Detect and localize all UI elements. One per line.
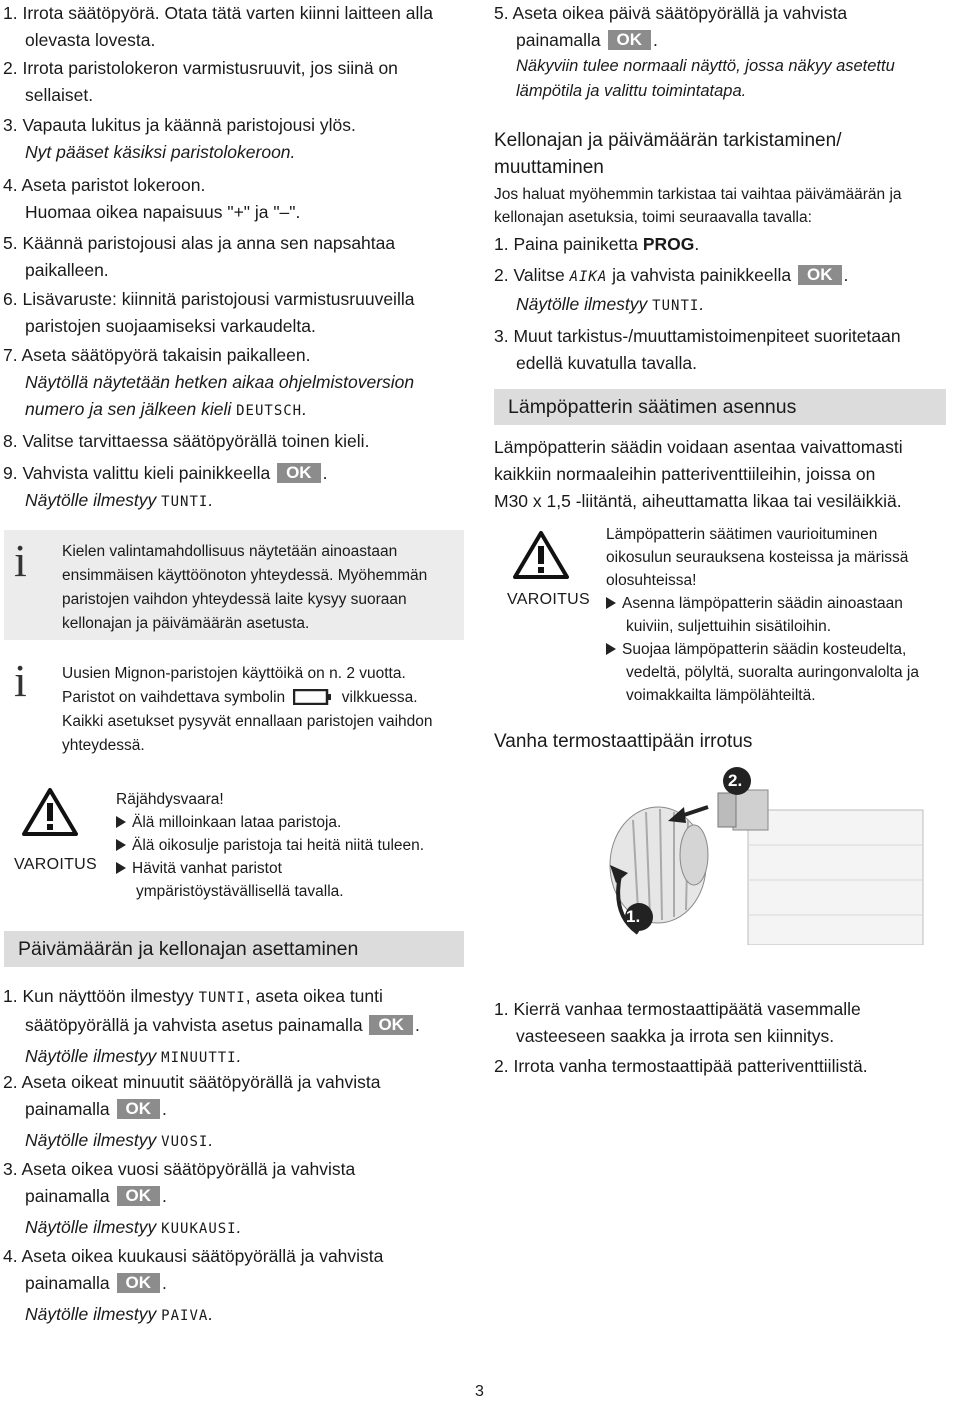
battery-step-7: 7. Aseta säätöpyörä takaisin paikalleen. Näytöllä näytetään hetken aikaa ohjelmistoversion numero ja sen jälkeen kieli DEUTSCH. <box>3 345 415 419</box>
section-heading-install: Lämpöpatterin säätimen asennus <box>494 389 946 425</box>
battery-step-3: 3. Vapauta lukitus ja käännä paristojousi ylös. Nyt pääset käsiksi paristolokeroon. <box>3 115 356 162</box>
old-thermostat-heading: Vanha termostaattipään irrotus <box>494 731 753 752</box>
bullet-arrow-icon <box>116 816 126 828</box>
warning-moisture-text: Lämpöpatterin säätimen vaurioituminen oikosulun seurauksena kosteissa ja märissä olosuhteissa! Asenna lämpöpatterin säädin ainoastaan kuiviin, suljettuihin sisätiloihin. Suojaa lämpöpatterin säädin kosteudelta, vedeltä, pölyltä, suoralta auringonvalolta ja voimakkailta lämpölähteiltä. <box>606 526 919 704</box>
warning-triangle-icon <box>22 787 78 837</box>
prog-button-label: PROG <box>642 234 695 254</box>
ok-button-glyph: OK <box>117 1099 161 1119</box>
battery-step-1: 1. Irrota säätöpyörä. Otata tätä varten kiinni laitteen alla olevasta lovesta. <box>3 3 433 50</box>
lcd-text: MINUUTTI <box>161 1050 237 1066</box>
figure-label-2: 2. <box>728 771 743 790</box>
bullet-arrow-icon <box>606 643 616 655</box>
warning-label: VAROITUS <box>507 591 591 608</box>
date-step-4: 4. Aseta oikea kuukausi säätöpyörällä ja vahvista painamalla OK . Näytölle ilmestyy PAIVA. <box>3 1246 384 1324</box>
clock-heading: Kellonajan ja päivämäärän tarkistaminen/ muuttaminen <box>494 130 842 178</box>
clock-step-2: 2. Valitse AIKA ja vahvista painikkeella OK . Näytölle ilmestyy TUNTI. <box>494 265 849 314</box>
lcd-text: TUNTI <box>198 990 246 1006</box>
lcd-text: KUUKAUSI <box>161 1221 237 1237</box>
lcd-text: TUNTI <box>652 298 700 314</box>
bullet-arrow-icon <box>606 597 616 609</box>
clock-intro: Jos haluat myöhemmin tarkistaa tai vaihtaa päivämäärän ja kellonajan asetuksia, toimi seuraavalla tavalla: <box>494 186 902 226</box>
warning-label: VAROITUS <box>14 856 98 873</box>
ok-button-glyph: OK <box>117 1186 161 1206</box>
lcd-text: TUNTI <box>161 494 209 510</box>
info-icon: i <box>14 655 27 706</box>
lcd-text: AIKA <box>569 269 608 285</box>
clock-step-3: 3. Muut tarkistus-/muuttamistoimenpiteet suoritetaan edellä kuvatulla tavalla. <box>494 326 901 373</box>
battery-step-5: 5. Käännä paristojousi alas ja anna sen napsahtaa paikalleen. <box>3 233 396 280</box>
ok-button-glyph: OK <box>369 1015 413 1035</box>
bullet-arrow-icon <box>116 839 126 851</box>
page-number: 3 <box>475 1383 484 1400</box>
info-box-batteries: i Uusien Mignon-paristojen käyttöikä on n. 2 vuotta. Paristot on vaihdettava symbolin vilkkuessa. Kaikki asetukset pysyvät ennallaan paristojen vaihdon yhteydessä. <box>14 655 433 754</box>
bullet-arrow-icon <box>116 862 126 874</box>
date-step-1: 1. Kun näyttöön ilmestyy TUNTI, aseta oikea tunti säätöpyörällä ja vahvista asetus painamalla OK . Näytölle ilmestyy MINUUTTI. <box>3 986 420 1066</box>
lcd-text: DEUTSCH <box>236 403 303 419</box>
ok-button-glyph: OK <box>277 463 321 483</box>
section-heading-date: Päivämäärän ja kellonajan asettaminen <box>4 931 464 967</box>
battery-icon <box>293 689 333 705</box>
battery-step-2: 2. Irrota paristolokeron varmistusruuvit, jos siinä on sellaiset. <box>3 58 398 105</box>
battery-step-4: 4. Aseta paristot lokeroon. Huomaa oikea napaisuus "+" ja "–". <box>3 175 301 222</box>
install-text: Lämpöpatterin säädin voidaan asentaa vaivattomasti kaikkiin normaaleihin patteriventtiileihin, joissa on M30 x 1,5 -liitäntä, aiheuttamatta likaa tai vesiläikkiä. <box>494 437 903 511</box>
ok-button-glyph: OK <box>117 1273 161 1293</box>
removal-step-1: 1. Kierrä vanhaa termostaattipäätä vasemmalle vasteeseen saakka ja irrota sen kiinnitys. <box>494 999 861 1046</box>
ok-button-glyph: OK <box>608 30 652 50</box>
battery-step-9: 9. Vahvista valittu kieli painikkeella OK . Näytölle ilmestyy TUNTI. <box>3 463 328 510</box>
warning-triangle-icon <box>513 530 569 580</box>
battery-step-8: 8. Valitse tarvittaessa säätöpyörällä toinen kieli. <box>3 431 370 451</box>
battery-step-6: 6. Lisävaruste: kiinnitä paristojousi varmistusruuveilla paristojen suojaamiseksi varkaudelta. <box>3 289 415 336</box>
figure-label-1: 1. <box>626 907 641 926</box>
warning-explosion-text: Räjähdysvaara! Älä milloinkaan lataa paristoja. Älä oikosulje paristoja tai heitä niitä tuleen. Hävitä vanhat paristot ympäristöystävällisellä tavalla. <box>116 791 425 900</box>
lcd-text: VUOSI <box>161 1134 209 1150</box>
lcd-text: PAIVA <box>161 1308 209 1324</box>
info-icon: i <box>14 535 27 586</box>
removal-step-2: 2. Irrota vanha termostaattipää patteriventtiilistä. <box>494 1056 868 1076</box>
thermostat-removal-illustration <box>598 765 928 945</box>
date-step-3: 3. Aseta oikea vuosi säätöpyörällä ja vahvista painamalla OK . Näytölle ilmestyy KUUKAUSI. <box>3 1159 356 1237</box>
date-step-5: 5. Aseta oikea päivä säätöpyörällä ja vahvista painamalla OK . Näkyviin tulee normaali näyttö, jossa näkyy asetettu lämpötila ja valittu toimintatapa. <box>494 3 895 100</box>
info-box-language: i Kielen valintamahdollisuus näytetään ainoastaan ensimmäisen käyttöönoton yhteydessä. Myöhemmän paristojen vaihdon yhteydessä laite kysyy suoraan kellonajan ja päivämäärän asetusta. <box>4 530 464 640</box>
ok-button-glyph: OK <box>798 265 842 285</box>
date-step-2: 2. Aseta oikeat minuutit säätöpyörällä ja vahvista painamalla OK . Näytölle ilmestyy VUOSI. <box>3 1072 381 1150</box>
clock-step-1: 1. Paina painiketta PROG. <box>494 234 700 254</box>
